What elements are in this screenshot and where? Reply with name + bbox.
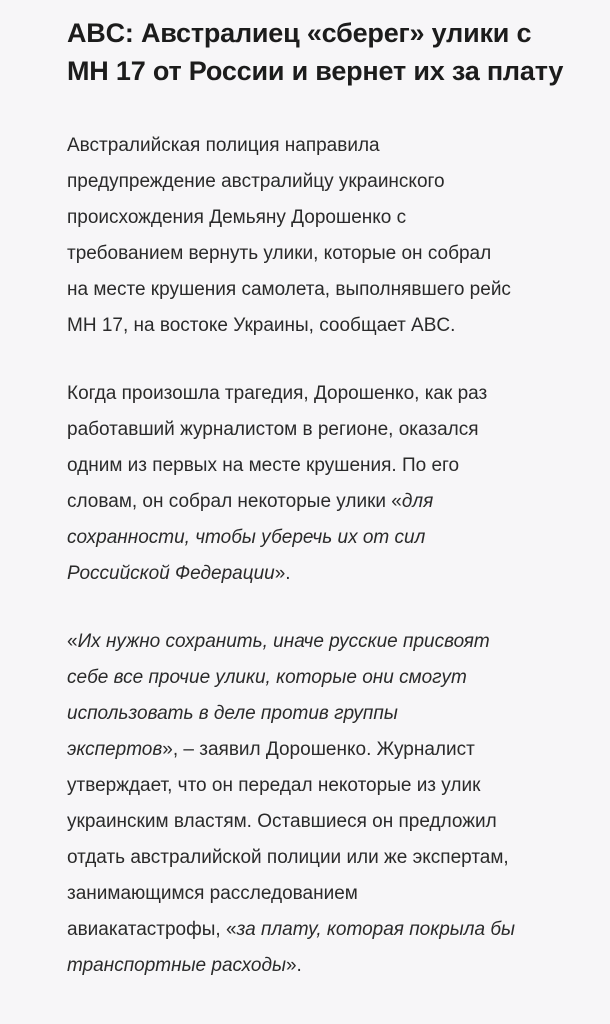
page-title [67,14,570,90]
quote-line: себе все прочие улики, которые они смогут [67,667,467,688]
text-line: одним из первых на месте крушения. По его [67,455,460,476]
paragraph-2 [67,376,570,592]
text-line: Когда произошла трагедия, Дорошенко, как раз [67,383,488,404]
text-line [67,556,570,592]
plain-text: ». [274,563,291,584]
text-line: работавший журналистом в регионе, оказался [67,419,479,440]
paragraph-1 [67,128,570,344]
paragraph-3 [67,624,570,984]
text-line: требованием вернуть улики, которые он собрал [67,243,492,264]
plain-text: словам, он собрал некоторые улики « [67,491,402,512]
text-line [67,732,570,768]
text-line: украинским властям. Оставшиеся он предложил [67,811,497,832]
text-line [67,484,570,520]
quote-text: для [401,491,434,512]
text-line: занимающимся расследованием [67,883,358,904]
text-line: отдать австралийской полиции или же экспертам, [67,847,509,868]
plain-text: авиакатастрофы, « [67,919,237,940]
quote-text: транспортные расходы [67,955,286,976]
text-line [67,624,570,660]
quote-line: использовать в деле против группы [67,703,398,724]
text-line: на месте крушения самолета, выполнявшего рейс [67,279,511,300]
text-line: предупреждение австралийцу украинского [67,171,445,192]
quote-text: экспертов [67,739,163,760]
plain-text: « [67,631,78,652]
text-line [67,912,570,948]
text-line: утверждает, что он передал некоторые из улик [67,775,481,796]
text-line: МН 17, на востоке Украины, сообщает ABC. [67,315,456,336]
quote-line: сохранности, чтобы уберечь их от сил [67,527,426,548]
text-line: происхождения Демьяну Дорошенко с [67,207,407,228]
plain-text: ». [285,955,302,976]
text-line: Австралийская полиция направила [67,135,380,156]
quote-text: за плату, которая покрыла бы [236,919,515,940]
quote-text: Их нужно сохранить, иначе русские присвоят [77,631,490,652]
title-line: ABC: Австралиец «сберег» улики с [67,18,532,48]
quote-text: Российской Федерации [67,563,275,584]
plain-text: », – заявил Дорошенко. Журналист [162,739,475,760]
text-line [67,948,570,984]
title-line: МН 17 от России и вернет их за плату [67,56,564,86]
